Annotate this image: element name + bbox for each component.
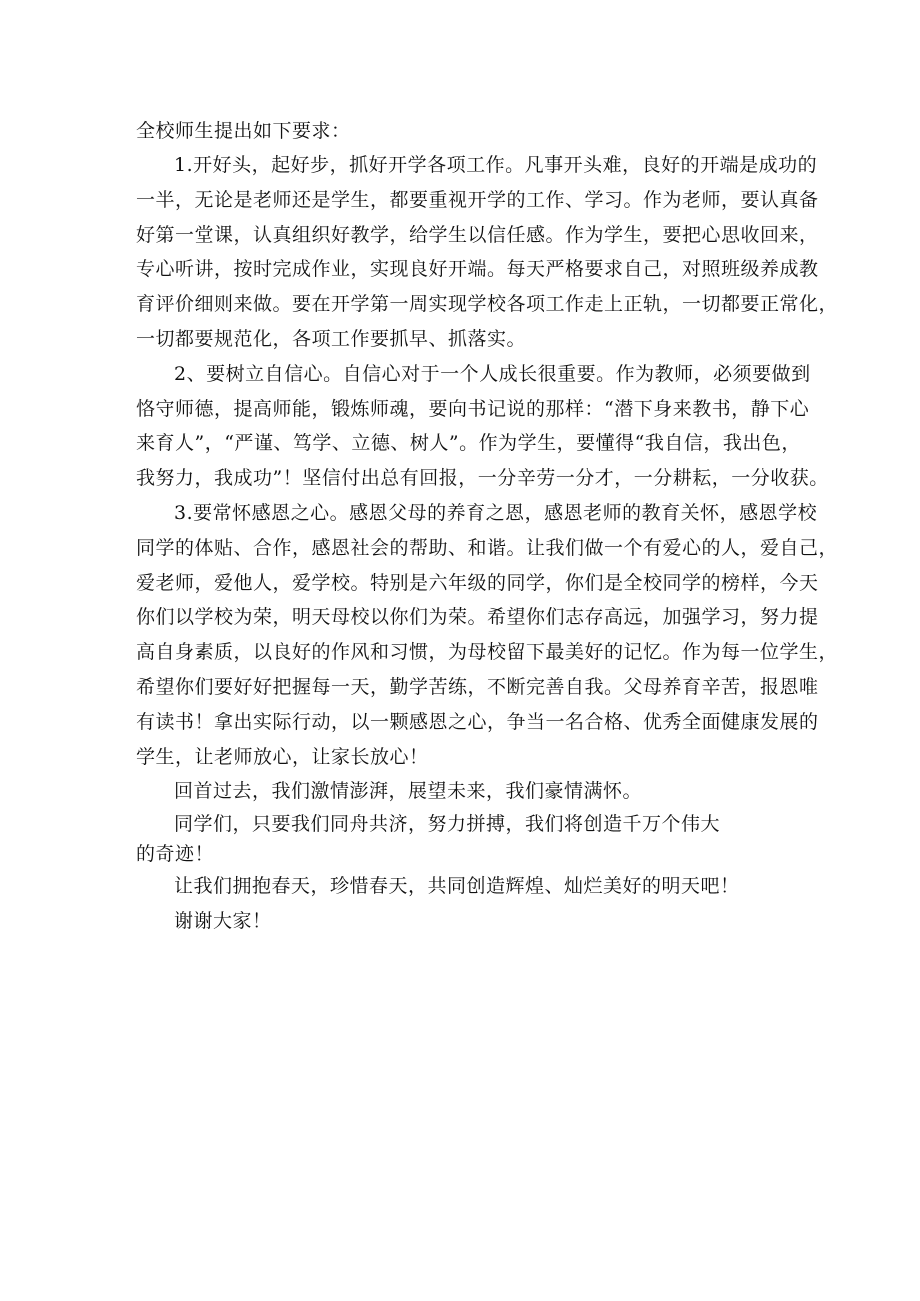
text-line: 一切都要规范化，各项工作要抓早、抓落实。: [136, 327, 527, 350]
closing-line: 回首过去，我们激情澎湃，展望未来，我们豪情满怀。: [174, 780, 643, 803]
text-line: 来育人”，“严谨、笃学、立德、树人”。作为学生，要懂得“我自信，我出色，: [136, 432, 801, 455]
text-line: 一半，无论是老师还是学生，都要重视开学的工作、学习。作为老师，要认真备: [136, 188, 819, 211]
closing-line: 让我们拥抱春天，珍惜春天，共同创造辉煌、灿烂美好的明天吧！: [174, 875, 740, 898]
text-line: 1.开好头，起好步，抓好开学各项工作。凡事开头难，良好的开端是成功的: [174, 154, 818, 176]
text-line: 同学的体贴、合作，感恩社会的帮助、和谐。让我们做一个有爱心的人，爱自己，: [136, 536, 839, 559]
paragraph-1: [136, 148, 839, 357]
closing-line: 的奇迹！: [136, 843, 215, 866]
text-line: 学生，让老师放心，让家长放心！: [136, 745, 429, 768]
text-line: 恪守师德，提高师能，锻炼师魂，要向书记说的那样：“潜下身来教书，静下心: [136, 397, 810, 420]
text-line: 育评价细则来做。要在开学第一周实现学校各项工作走上正轨，一切都要正常化，: [136, 293, 839, 316]
text-line: 希望你们要好好把握每一天，勤学苦练，不断完善自我。父母养育辛苦，报恩唯: [136, 675, 819, 698]
text-line: 2、要树立自信心。自信心对于一个人成长很重要。作为教师，必须要做到: [174, 362, 811, 385]
paragraph-2: [136, 357, 829, 496]
paragraph-3: [136, 496, 839, 774]
text-line: 高自身素质，以良好的作风和习惯，为母校留下最美好的记忆。作为每一位学生，: [136, 641, 839, 664]
closing-line: 同学们，只要我们同舟共济，努力拼搏，我们将创造千万个伟大: [174, 813, 721, 836]
text-line: 我努力，我成功”！坚信付出总有回报，一分辛劳一分才，一分耕耘，一分收获。: [136, 467, 829, 490]
text-line: 3.要常怀感恩之心。感恩父母的养育之恩，感恩老师的教育关怀，感恩学校: [174, 501, 818, 524]
text-line: 你们以学校为荣，明天母校以你们为荣。希望你们志存高远，加强学习，努力提: [136, 606, 819, 629]
closing-section: [136, 774, 788, 938]
text-line: 爱老师，爱他人，爱学校。特别是六年级的同学，你们是全校同学的榜样，今天: [136, 571, 819, 594]
text-line: 有读书！拿出实际行动，以一颗感恩之心，争当一名合格、优秀全面健康发展的: [136, 710, 819, 733]
thanks-line: 谢谢大家！: [174, 909, 272, 932]
intro-line: 全校师生提出如下要求：: [136, 120, 351, 142]
text-line: 好第一堂课，认真组织好教学，给学生以信任感。作为学生，要把心思收回来，: [136, 223, 819, 246]
text-line: 专心听讲，按时完成作业，实现良好开端。每天严格要求自己，对照班级养成教: [136, 258, 819, 281]
document-body: [136, 114, 839, 939]
